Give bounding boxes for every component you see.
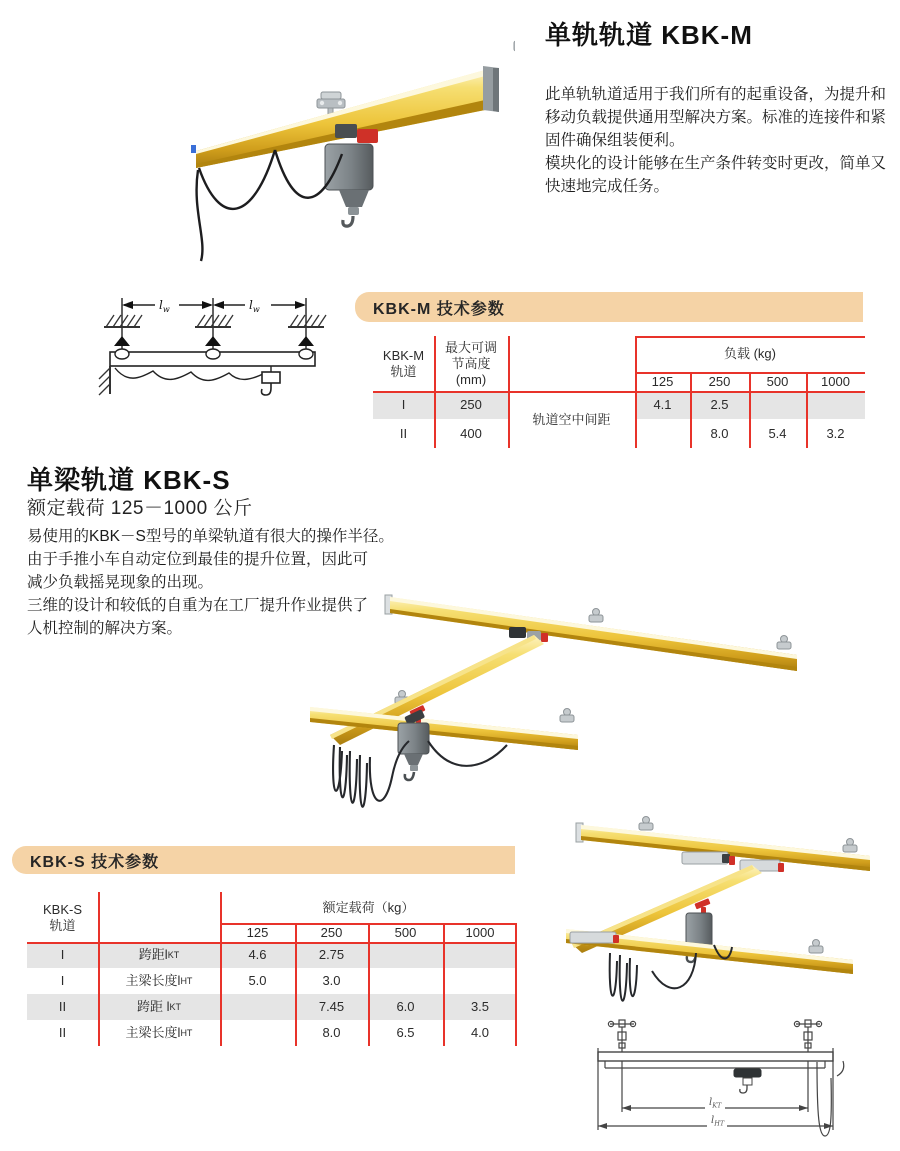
dim-label-lkt: $l_{KT}$: [709, 1097, 722, 1110]
kbks-row-label: 主梁长度l HT: [125, 973, 193, 988]
hanger-assembly: [608, 1020, 635, 1052]
kbks-cell: [443, 942, 517, 968]
kbks-desc-line: 人机控制的解决方案。: [27, 620, 183, 637]
kbkm-load-col: 125: [651, 373, 674, 389]
kbks-cell: 4.6: [248, 947, 267, 962]
kbks-render-lower: [566, 817, 870, 1001]
kbks-render-upper: [310, 595, 797, 807]
kbks-load-col: 1000: [465, 924, 495, 940]
kbks-section-title: 单梁轨道 KBK-S: [27, 465, 231, 495]
rail-beam: [598, 1052, 833, 1061]
ball-joint-icon: [114, 336, 314, 346]
kbkm-row-track: II: [399, 425, 408, 441]
kbkm-load-col: 1000: [821, 373, 850, 389]
kbks-cell: [368, 968, 443, 994]
kbkm-desc-line: 模块化的设计能够在生产条件转变时更改，简单又: [545, 155, 887, 172]
kbkm-load-col: 500: [766, 373, 789, 389]
kbkm-description: [545, 83, 897, 198]
kbks-desc-line: 由于手推小车自动定位到最佳的提升位置，因此可: [27, 551, 369, 568]
kbks-row-track: II: [58, 1025, 67, 1040]
kbkm-cell: 3.2: [826, 425, 845, 441]
kbks-cell: [220, 994, 295, 1020]
kbks-cell: [368, 942, 443, 968]
kbkm-desc-line: 快速地完成任务。: [545, 178, 670, 195]
kbkm-cell: [806, 391, 865, 419]
hoist-symbol: [262, 366, 281, 395]
kbkm-load-col: 250: [708, 373, 731, 389]
kbks-cell: 2.75: [318, 947, 345, 962]
kbkm-middle-cell: 轨道空中间距: [532, 411, 611, 427]
festoon-cable: [115, 368, 265, 380]
kbkm-suspension-diagram: [75, 288, 345, 453]
kbkm-row-height: 400: [460, 425, 482, 441]
kbkm-row-height: 250: [460, 397, 482, 412]
kbkm-col-header-track: KBK-M 轨道: [382, 348, 425, 379]
kbks-row-label: 主梁长度l HT: [125, 1025, 193, 1040]
kbkm-cell: 5.4: [768, 425, 787, 441]
kbkm-cell: 4.1: [653, 397, 672, 412]
ceiling-hatch: [104, 315, 326, 327]
kbks-desc-line: 易使用的KBK－S型号的单梁轨道有很大的操作半径。: [27, 528, 394, 545]
kbks-cell: [220, 1020, 295, 1046]
kbkm-row-track: I: [401, 397, 406, 412]
dim-label-lht: $l_{HT}$: [711, 1115, 725, 1128]
kbks-desc-line: 减少负载摇晃现象的出现。: [27, 574, 214, 591]
kbks-cell: 5.0: [248, 973, 267, 988]
kbks-section-subtitle: 额定载荷 125－1000 公斤: [27, 498, 253, 519]
kbks-row-label: 跨距l KT: [138, 947, 180, 962]
kbks-cell: 3.5: [470, 999, 490, 1014]
kbkm-product-illustration: [95, 18, 515, 263]
kbks-cell: 7.45: [318, 999, 345, 1014]
dim-label-lw: $l_w$: [249, 298, 260, 314]
kbkm-cell: 2.5: [710, 397, 729, 412]
kbks-load-col: 125: [246, 924, 269, 940]
kbks-cell: 8.0: [322, 1025, 341, 1040]
kbks-row-track: I: [60, 973, 65, 988]
kbks-cell: [443, 968, 517, 994]
kbks-cell: 6.5: [396, 1025, 415, 1040]
kbks-params-banner: [12, 846, 515, 874]
rail-hanger-icon: [514, 33, 515, 74]
kbks-row-track: II: [58, 999, 67, 1014]
kbkm-desc-line: 此单轨轨道适用于我们所有的起重设备，为提升和: [545, 86, 887, 103]
festoon-cable: [197, 150, 342, 261]
kbkm-table: [373, 336, 865, 448]
kbks-load-header: 额定载荷（kg）: [322, 899, 415, 915]
kbks-params-banner-label: KBK-S 技术参数: [30, 853, 160, 871]
kbkm-params-banner-label: KBK-M 技术参数: [373, 300, 505, 318]
kbks-dimension-diagram: [575, 1018, 900, 1151]
kbkm-cell: 8.0: [710, 425, 729, 441]
kbks-row-track: I: [60, 947, 65, 962]
kbkm-load-header: 负载 (kg): [723, 346, 776, 361]
kbks-table: [27, 892, 517, 1046]
wall-hatch: [99, 366, 110, 395]
kbks-desc-line: 三维的设计和较低的自重为在工厂提升作业提供了: [27, 597, 369, 614]
dim-label-lw: $l_w$: [159, 298, 170, 314]
kbkm-cell: [749, 391, 806, 419]
kbks-col-header-track: KBK-S 轨道: [42, 902, 82, 933]
kbkm-section-title: 单轨轨道 KBK-M: [545, 20, 753, 50]
trolley-symbol: [734, 1069, 761, 1093]
hanger-assembly: [794, 1020, 821, 1052]
cable-arrow: [837, 1061, 844, 1076]
kbks-cell: 3.0: [322, 973, 341, 988]
kbkm-cell: [635, 419, 690, 448]
kbkm-desc-line: 固件确保组装便利。: [545, 132, 685, 149]
kbkm-col-header-height: 最大可调 节高度 (mm): [444, 339, 497, 387]
kbks-cell: 6.0: [396, 999, 415, 1014]
kbkm-params-banner: [355, 292, 863, 322]
kbks-cell: 4.0: [470, 1025, 490, 1040]
kbks-load-col: 250: [320, 924, 343, 940]
kbks-row-label: 跨距 l KT: [136, 999, 182, 1014]
kbkm-desc-line: 移动负载提供通用型解决方案。标准的连接件和紧: [545, 109, 887, 126]
kbks-load-col: 500: [394, 924, 417, 940]
